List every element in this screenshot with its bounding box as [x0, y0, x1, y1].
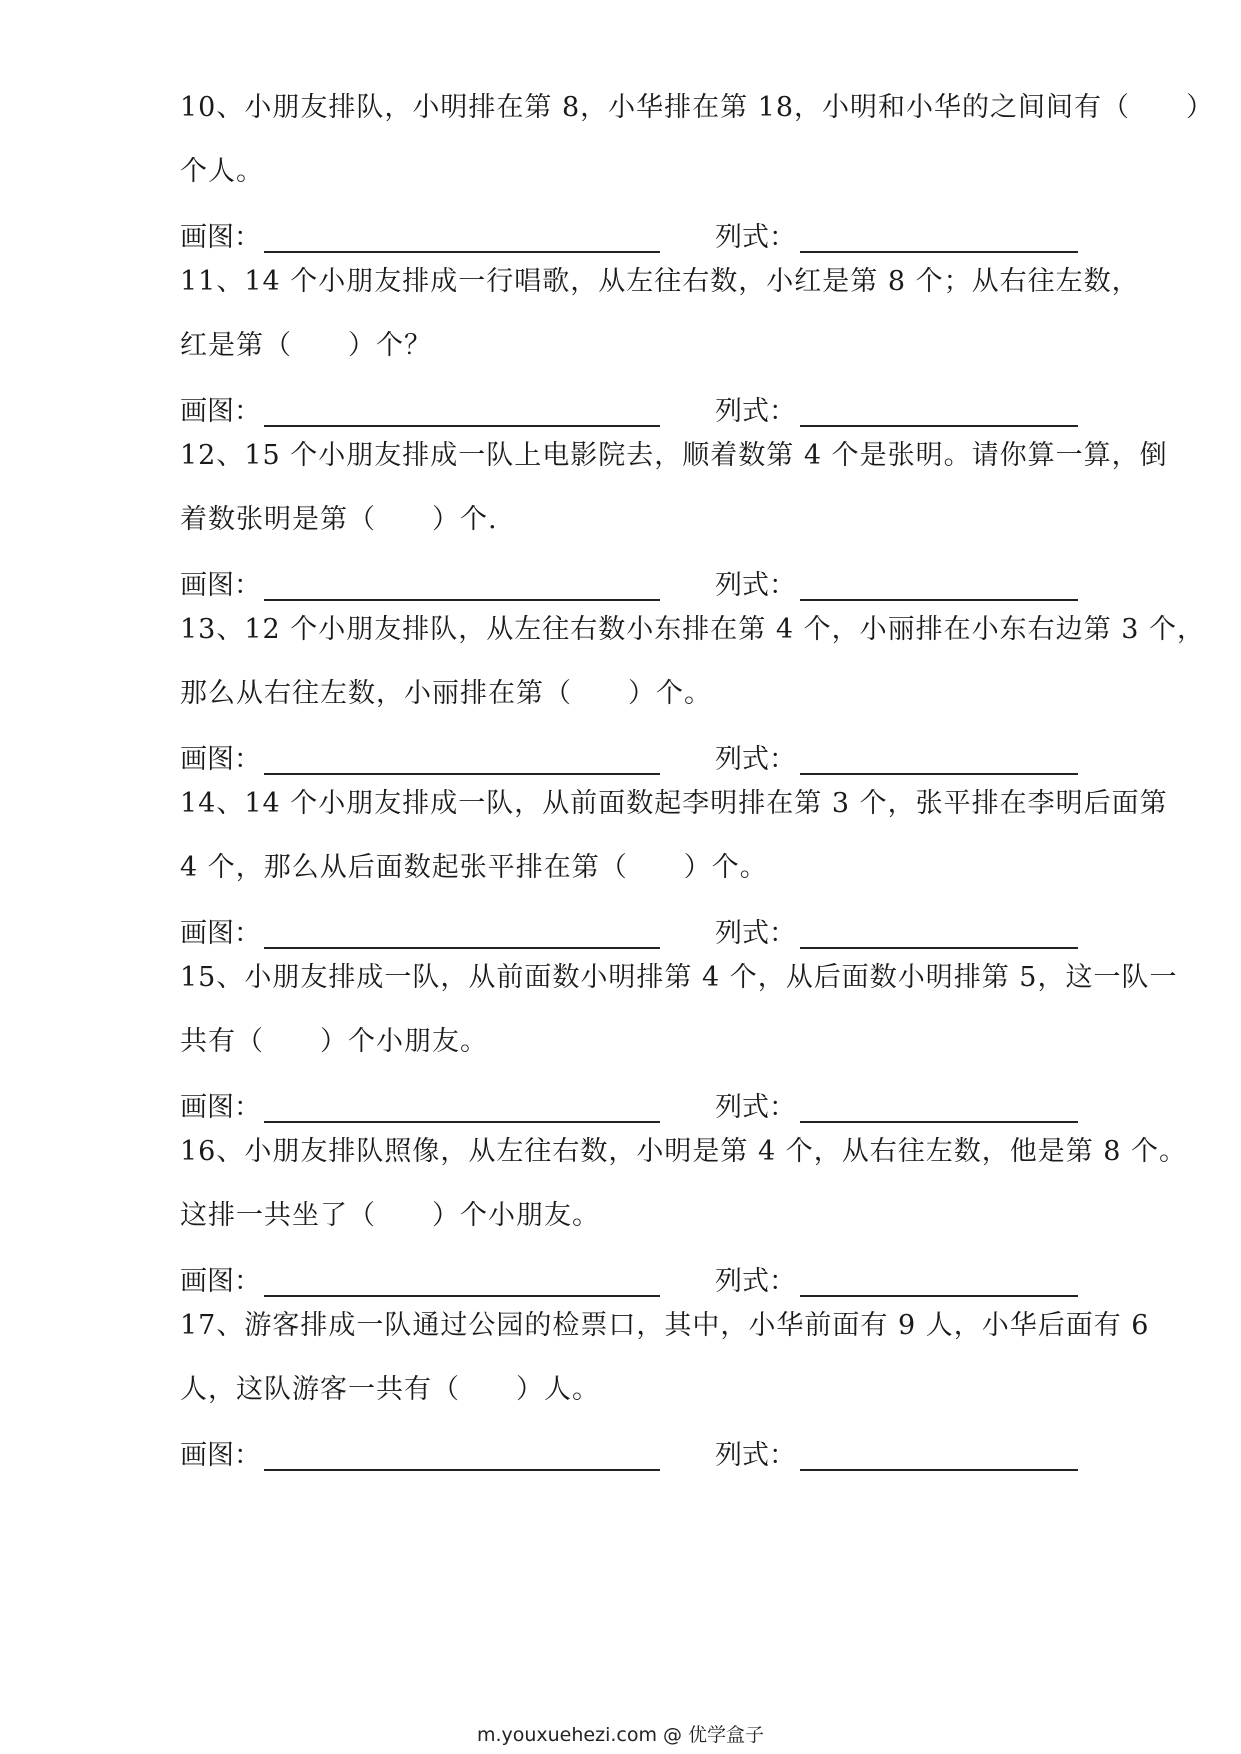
- formula-label: 列式：: [715, 1440, 796, 1471]
- formula-answer-blank[interactable]: [800, 599, 1078, 601]
- draw-answer-blank[interactable]: [264, 251, 660, 253]
- answer-row: [180, 566, 1190, 606]
- question-text-line-1: 10、小朋友排队，小明排在第 8，小华排在第 18，小明和小华的之间间有（ ）: [180, 92, 1215, 123]
- question-text-line-1: 14、14 个小朋友排成一队，从前面数起李明排在第 3 个，张平排在李明后面第: [180, 788, 1168, 819]
- question-text-line-2: 这排一共坐了（ ）个小朋友。: [180, 1200, 600, 1231]
- draw-answer-blank[interactable]: [264, 1295, 660, 1297]
- formula-label: 列式：: [715, 396, 796, 427]
- formula-answer-blank[interactable]: [800, 947, 1078, 949]
- draw-answer-blank[interactable]: [264, 425, 660, 427]
- question-text-line-2: 个人。: [180, 156, 264, 187]
- question-text-line-1: 15、小朋友排成一队，从前面数小明排第 4 个，从后面数小明排第 5，这一队一: [180, 962, 1178, 993]
- draw-answer-blank[interactable]: [264, 947, 660, 949]
- formula-answer-blank[interactable]: [800, 1469, 1078, 1471]
- draw-label: 画图：: [180, 918, 261, 949]
- question-text-line-1: 12、15 个小朋友排成一队上电影院去，顺着数第 4 个是张明。请你算一算，倒: [180, 440, 1168, 471]
- formula-answer-blank[interactable]: [800, 773, 1078, 775]
- draw-label: 画图：: [180, 570, 261, 601]
- formula-answer-blank[interactable]: [800, 1295, 1078, 1297]
- draw-label: 画图：: [180, 396, 261, 427]
- answer-row: [180, 1088, 1190, 1128]
- answer-row: [180, 392, 1190, 432]
- formula-label: 列式：: [715, 222, 796, 253]
- question-text-line-2: 人，这队游客一共有（ ）人。: [180, 1374, 600, 1405]
- draw-label: 画图：: [180, 744, 261, 775]
- formula-answer-blank[interactable]: [800, 251, 1078, 253]
- formula-label: 列式：: [715, 1266, 796, 1297]
- formula-label: 列式：: [715, 1092, 796, 1123]
- question-text-line-1: 16、小朋友排队照像，从左往右数，小明是第 4 个，从右往左数，他是第 8 个。: [180, 1136, 1188, 1167]
- formula-label: 列式：: [715, 570, 796, 601]
- question-text-line-2: 着数张明是第（ ）个.: [180, 504, 498, 535]
- draw-answer-blank[interactable]: [264, 1469, 660, 1471]
- draw-label: 画图：: [180, 222, 261, 253]
- answer-row: [180, 1262, 1190, 1302]
- question-text-line-2: 共有（ ）个小朋友。: [180, 1026, 488, 1057]
- draw-label: 画图：: [180, 1092, 261, 1123]
- draw-label: 画图：: [180, 1266, 261, 1297]
- answer-row: [180, 740, 1190, 780]
- draw-answer-blank[interactable]: [264, 773, 660, 775]
- answer-row: [180, 1436, 1190, 1476]
- question-text-line-1: 11、14 个小朋友排成一行唱歌，从左往右数，小红是第 8 个；从右往左数，: [180, 266, 1140, 297]
- draw-label: 画图：: [180, 1440, 261, 1471]
- formula-label: 列式：: [715, 918, 796, 949]
- footer-watermark: m.youxuehezi.com @ 优学盒子: [476, 1724, 765, 1746]
- answer-row: [180, 914, 1190, 954]
- answer-row: [180, 218, 1190, 258]
- question-text-line-2: 红是第（ ）个？: [180, 330, 432, 361]
- question-text-line-2: 4 个，那么从后面数起张平排在第（ ）个。: [180, 852, 768, 883]
- draw-answer-blank[interactable]: [264, 1121, 660, 1123]
- question-text-line-2: 那么从右往左数，小丽排在第（ ）个。: [180, 678, 712, 709]
- formula-answer-blank[interactable]: [800, 1121, 1078, 1123]
- formula-label: 列式：: [715, 744, 796, 775]
- question-text-line-1: 13、12 个小朋友排队，从左往右数小东排在第 4 个，小丽排在小东右边第 3 个，: [180, 614, 1205, 645]
- draw-answer-blank[interactable]: [264, 599, 660, 601]
- formula-answer-blank[interactable]: [800, 425, 1078, 427]
- question-text-line-1: 17、游客排成一队通过公园的检票口，其中，小华前面有 9 人，小华后面有 6: [180, 1310, 1150, 1341]
